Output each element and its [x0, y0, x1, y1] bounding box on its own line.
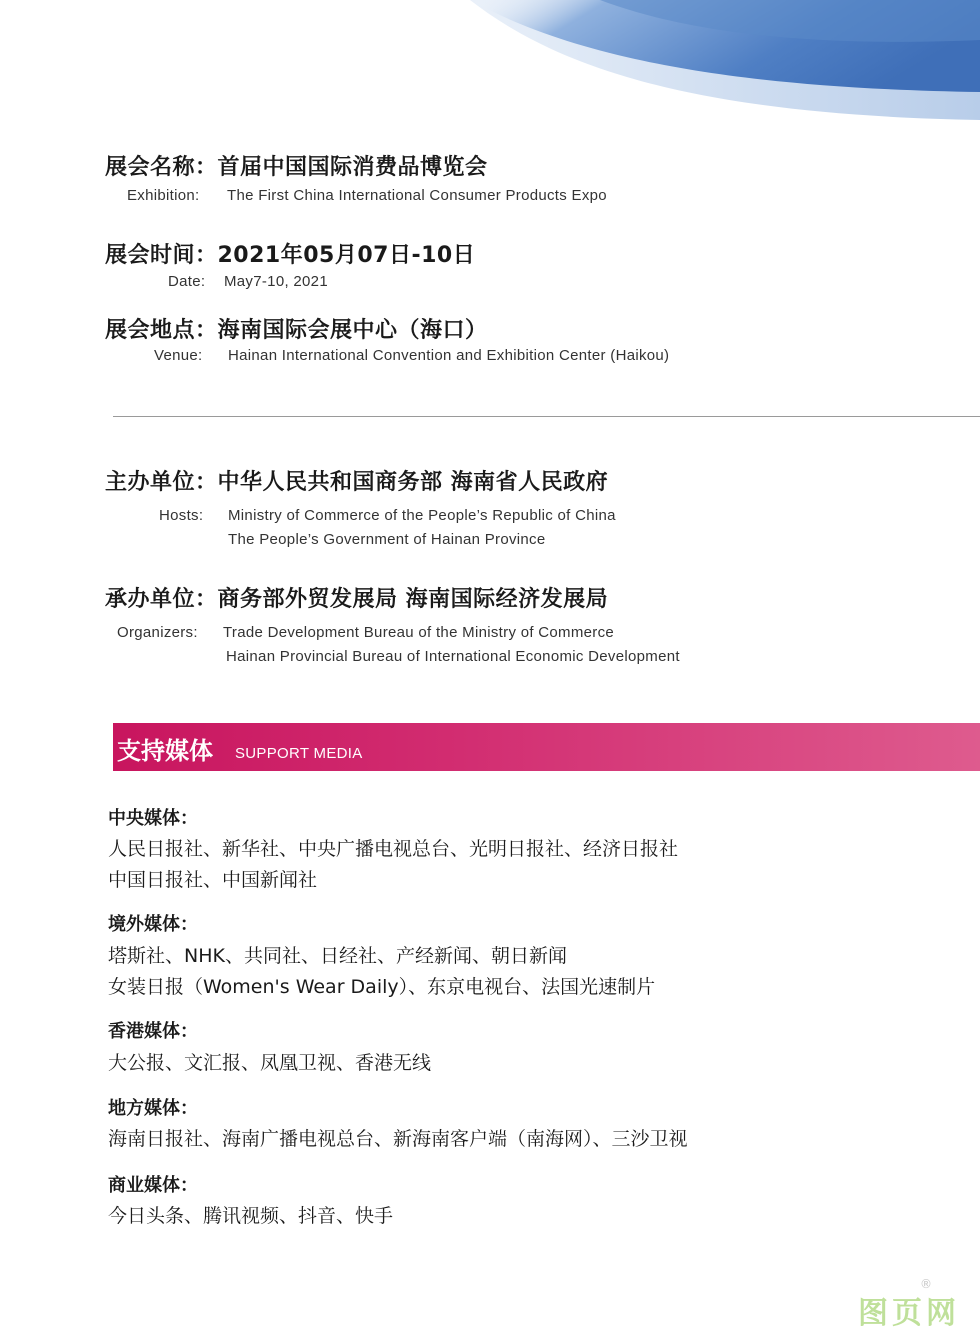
media-line: 海南日报社、海南广播电视总台、新海南客户端（南海网）、三沙卫视 — [108, 1128, 688, 1150]
date-row — [168, 273, 328, 290]
hosts-label: Hosts: — [159, 507, 204, 524]
hosts-title-cn: 主办单位：中华人民共和国商务部 海南省人民政府 — [105, 470, 609, 495]
venue-title-cn: 展会地点：海南国际会展中心（海口） — [105, 318, 488, 343]
watermark-logo: 图页网 — [858, 1296, 960, 1331]
exhibition-title-cn: 展会名称：首届中国国际消费品博览会 — [105, 155, 488, 180]
venue-row — [154, 347, 670, 364]
watermark-registered-mark: ® — [920, 1277, 932, 1291]
exhibition-label: Exhibition: — [127, 187, 200, 204]
hosts-line-2: The People’s Government of Hainan Province — [228, 531, 546, 548]
organizers-title-cn: 承办单位：商务部外贸发展局 海南国际经济发展局 — [105, 587, 609, 612]
venue-label: Venue: — [154, 347, 203, 364]
media-line: 女装日报（Women's Wear Daily）、东京电视台、法国光速制片 — [108, 976, 656, 998]
support-media-title-cn: 支持媒体 — [117, 737, 213, 765]
media-heading-commercial: 商业媒体： — [108, 1175, 198, 1196]
media-heading-hongkong: 香港媒体： — [108, 1021, 198, 1042]
media-line: 大公报、文汇报、凤凰卫视、香港无线 — [108, 1052, 432, 1074]
exhibition-row — [127, 187, 607, 204]
organizers-row — [117, 624, 615, 641]
media-line: 今日头条、腾讯视频、抖音、快手 — [108, 1205, 394, 1227]
support-media-banner — [113, 723, 980, 771]
organizers-line-2: Hainan Provincial Bureau of International Economic Development — [226, 648, 680, 665]
media-line: 人民日报社、新华社、中央广播电视总台、光明日报社、经济日报社 — [108, 838, 679, 860]
date-value: May7-10, 2021 — [224, 273, 328, 290]
media-heading-central: 中央媒体： — [108, 808, 198, 829]
date-title-cn: 展会时间：2021年05月07日-10日 — [105, 243, 476, 268]
hosts-row — [159, 507, 616, 524]
section-divider — [113, 416, 980, 417]
media-line: 中国日报社、中国新闻社 — [108, 869, 318, 891]
organizers-line-1: Trade Development Bureau of the Ministry of Commerce — [223, 624, 615, 641]
venue-value: Hainan International Convention and Exhibition Center (Haikou) — [228, 347, 670, 364]
hosts-line-1: Ministry of Commerce of the People’s Republic of China — [228, 507, 616, 524]
exhibition-value: The First China International Consumer Products Expo — [227, 187, 607, 204]
media-line: 塔斯社、NHK、共同社、日经社、产经新闻、朝日新闻 — [108, 945, 567, 967]
media-heading-overseas: 境外媒体： — [108, 914, 198, 935]
media-heading-local: 地方媒体： — [108, 1098, 198, 1119]
support-media-title-en: SUPPORT MEDIA — [235, 745, 363, 762]
date-label: Date: — [168, 273, 206, 290]
organizers-label: Organizers: — [117, 624, 198, 641]
header-wave-decoration — [0, 0, 980, 140]
